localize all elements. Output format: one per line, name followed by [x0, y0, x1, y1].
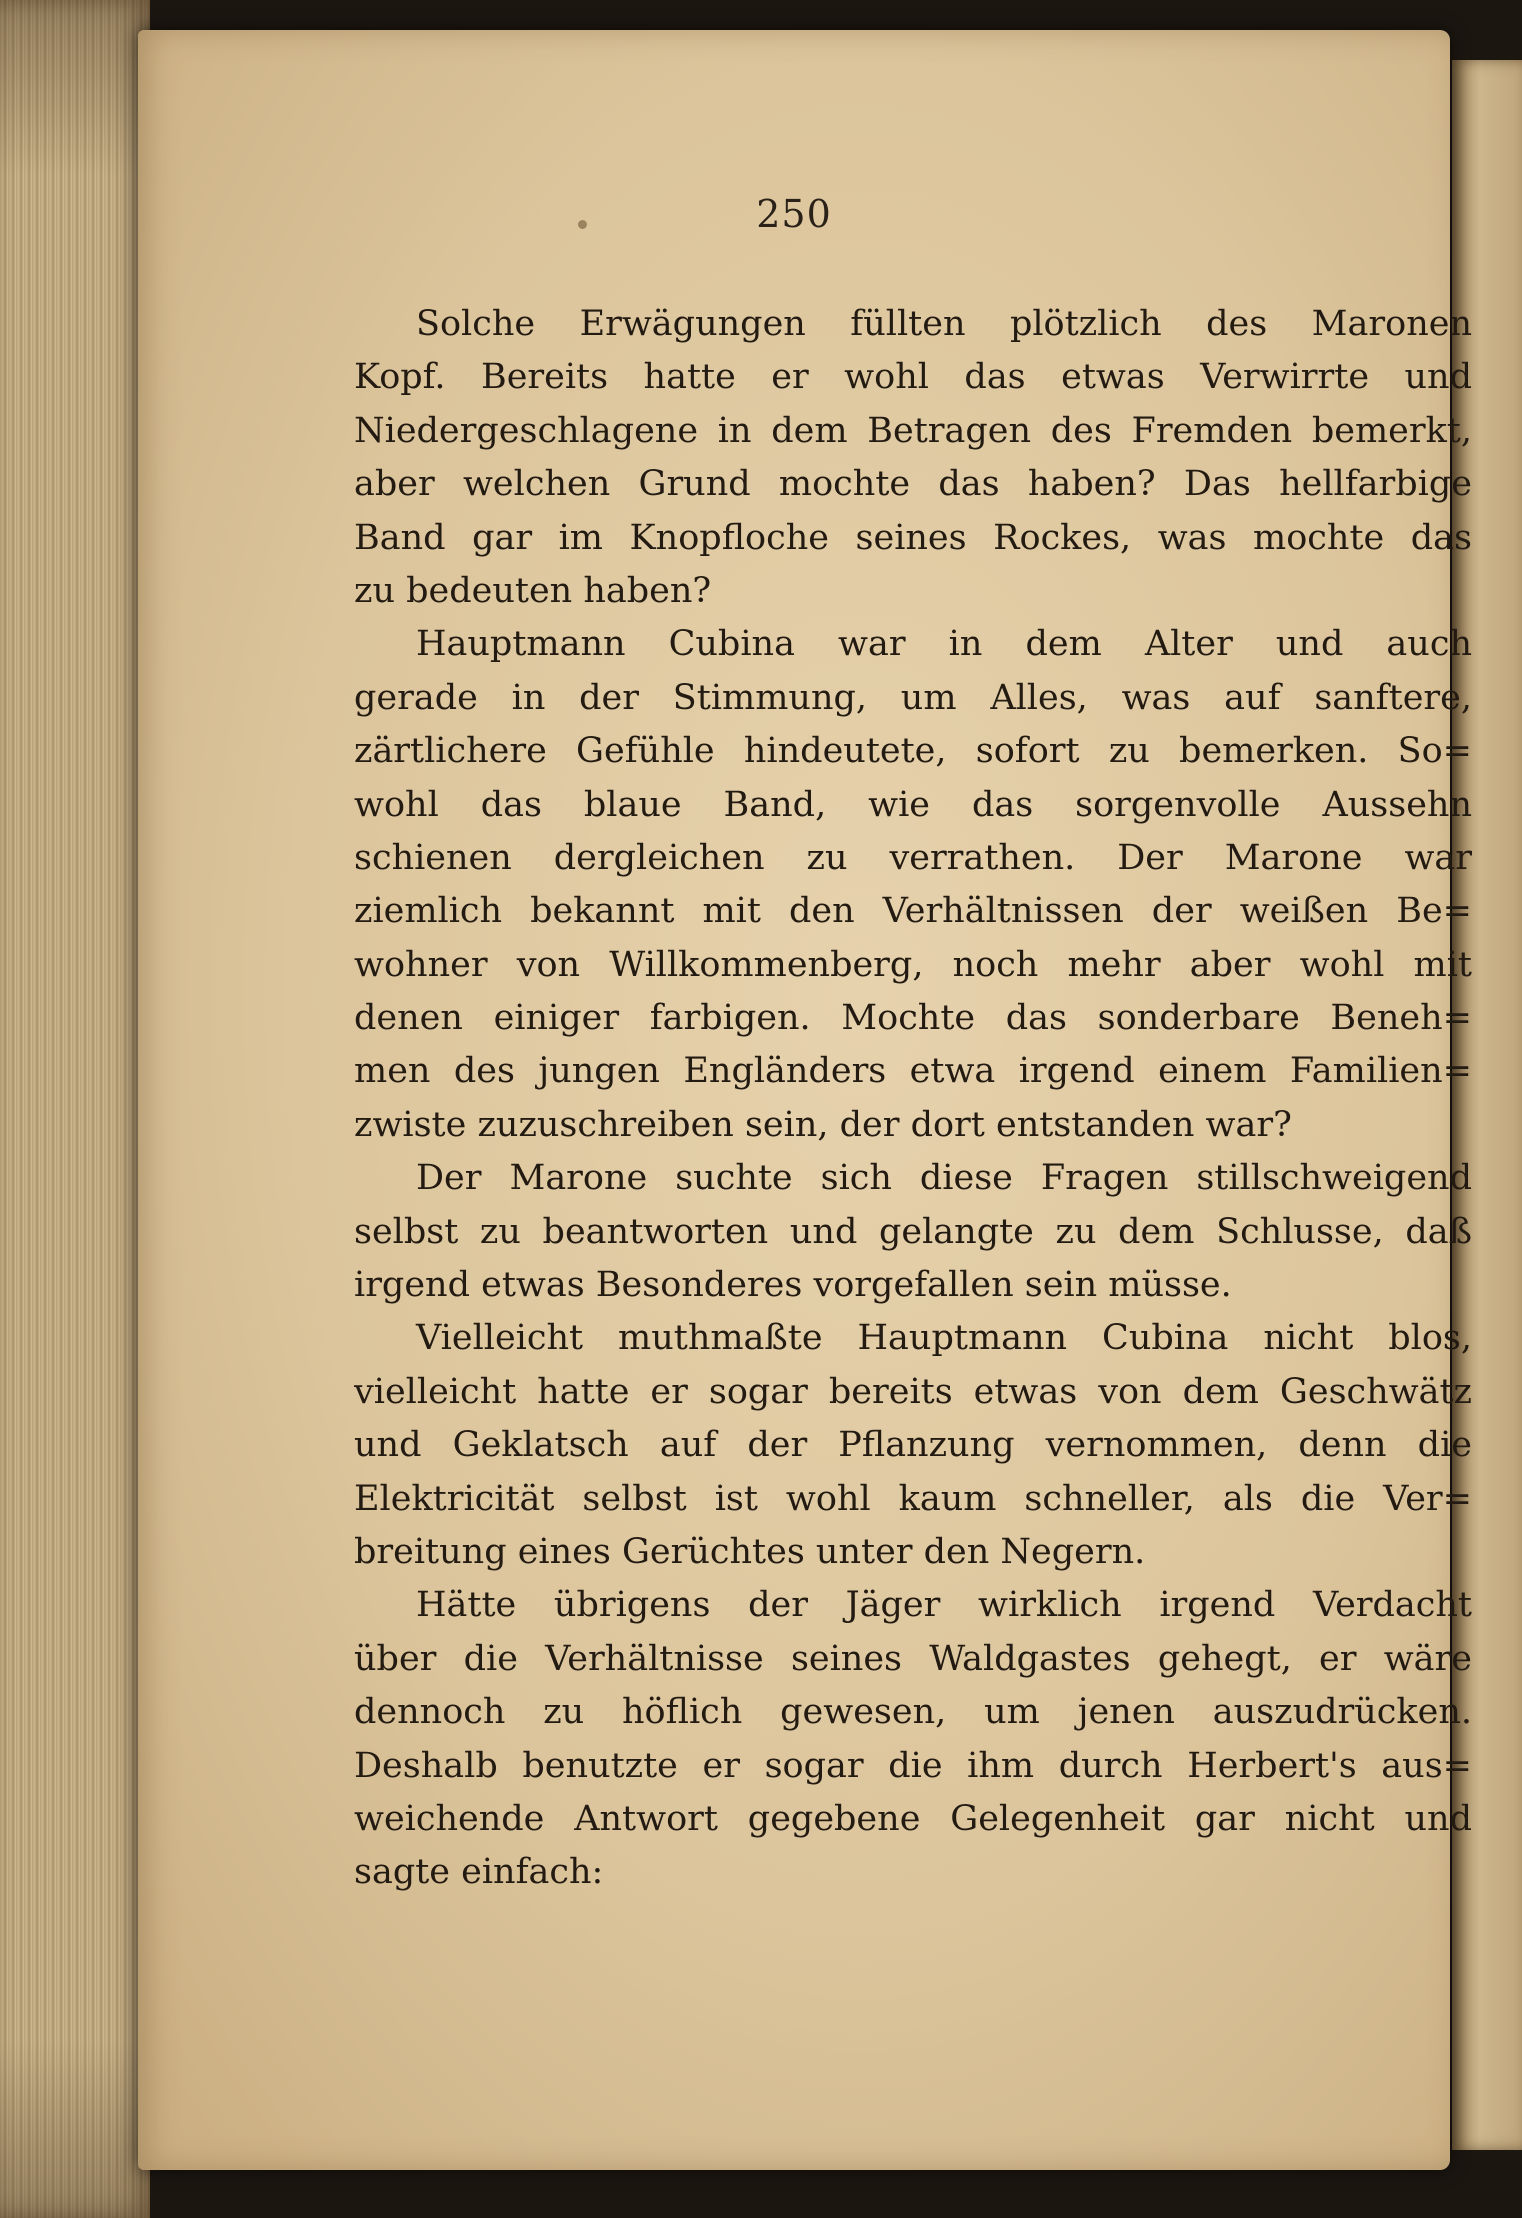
- text-line: selbst zu beantworten und gelangte zu dem Schlusse, daß: [354, 1211, 1472, 1252]
- text-line: sagte einfach:: [354, 1852, 604, 1893]
- text-line: schienen dergleichen zu verrathen. Der Marone war: [354, 837, 1472, 878]
- text-line: aber welchen Grund mochte das haben? Das hellfarbige: [354, 464, 1472, 505]
- text-line: über die Verhältnisse seines Waldgastes gehegt, er wäre: [354, 1638, 1472, 1679]
- text-line: und Geklatsch auf der Pflanzung vernommen, denn die: [354, 1425, 1472, 1466]
- text-line: irgend etwas Besonderes vorgefallen sein müsse.: [354, 1265, 1232, 1306]
- text-line: wohner von Willkommenberg, noch mehr aber wohl mit: [354, 944, 1472, 985]
- text-line: Band gar im Knopfloche seines Rockes, was mochte das: [354, 517, 1472, 558]
- text-line: ziemlich bekannt mit den Verhältnissen der weißen Be=: [354, 891, 1472, 932]
- text-line: zu bedeuten haben?: [354, 570, 712, 611]
- text-line: Niedergeschlagene in dem Betragen des Fremden bemerkt,: [354, 410, 1472, 451]
- book-page: [138, 30, 1472, 2170]
- text-line: Kopf. Bereits hatte er wohl das etwas Verwirrte und: [354, 357, 1472, 398]
- text-line: Elektricität selbst ist wohl kaum schneller, als die Ver=: [354, 1478, 1472, 1519]
- text-line: wohl das blaue Band, wie das sorgenvolle Aussehn: [354, 784, 1472, 825]
- text-line: Deshalb benutzte er sogar die ihm durch Herbert's aus=: [354, 1745, 1472, 1786]
- text-line: gerade in der Stimmung, um Alles, was auf sanftere,: [354, 677, 1472, 718]
- page-number: 250: [756, 192, 832, 236]
- text-line: breitung eines Gerüchtes unter den Negern.: [354, 1531, 1146, 1572]
- text-line: Hauptmann Cubina war in dem Alter und auch: [416, 624, 1472, 665]
- text-line: vielleicht hatte er sogar bereits etwas von dem Geschwätz: [354, 1371, 1472, 1412]
- book-page-edges: [0, 0, 150, 2218]
- paper-speck: [578, 220, 587, 229]
- text-line: zwiste zuzuschreiben sein, der dort entstanden war?: [354, 1104, 1292, 1145]
- text-line: dennoch zu höflich gewesen, um jenen auszudrücken.: [354, 1692, 1472, 1733]
- text-line: men des jungen Engländers etwa irgend einem Familien=: [354, 1051, 1472, 1092]
- text-line: zärtlichere Gefühle hindeutete, sofort zu bemerken. So=: [354, 731, 1472, 772]
- text-line: denen einiger farbigen. Mochte das sonderbare Beneh=: [354, 998, 1472, 1039]
- text-line: weichende Antwort gegebene Gelegenheit gar nicht und: [354, 1798, 1472, 1839]
- text-line: Der Marone suchte sich diese Fragen stillschweigend: [416, 1158, 1472, 1199]
- text-line: Hätte übrigens der Jäger wirklich irgend Verdacht: [416, 1585, 1472, 1626]
- body-text: [354, 298, 1472, 1900]
- text-line: Solche Erwägungen füllten plötzlich des Maronen: [416, 304, 1472, 344]
- text-line: Vielleicht muthmaßte Hauptmann Cubina nicht blos,: [416, 1318, 1472, 1359]
